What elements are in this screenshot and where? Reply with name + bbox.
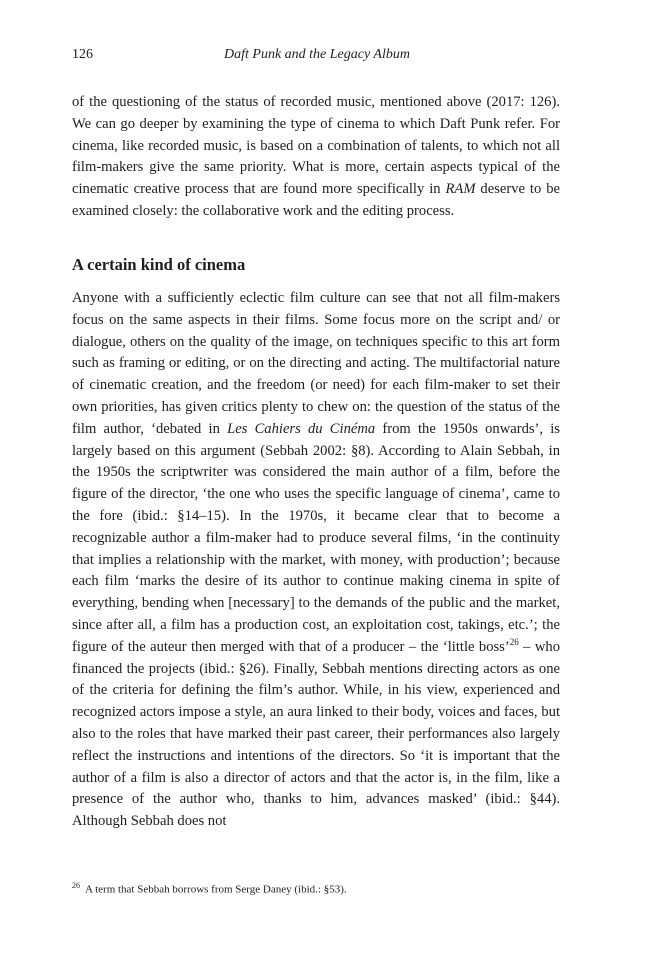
paragraph-text: deserve to be examined closely: the collaborative work and the editing process. [72, 181, 560, 219]
page-number: 126 [72, 47, 93, 62]
footnote [72, 879, 560, 897]
journal-title: Les Cahiers du Cinéma [227, 420, 376, 437]
body-paragraph [72, 92, 560, 223]
section-heading: A certain kind of cinema [72, 255, 246, 274]
page-header [72, 47, 562, 67]
footnote-marker: 26 [72, 881, 80, 890]
album-title: RAM [445, 181, 476, 198]
running-head: Daft Punk and the Legacy Album [224, 47, 410, 62]
footnote-text: A term that Sebbah borrows from Serge Daney (ibid.: §53). [85, 883, 347, 896]
body-paragraph [72, 288, 560, 833]
paragraph-text: of the questioning of the status of recorded music, mentioned above (2017: 126). We can go deeper by examining the type of cinema to which Daft Punk refer. For cinema, like recorded music, is based on a combination of talents, to which not all film-makers give the same priority. What is more, certain aspects typical of the cinematic creative process that are found more specifically in [72, 94, 560, 198]
paragraph-text: from the 1950s onwards’, is largely based on this argument (Sebbah 2002: §8). According to Alain Sebbah, in the 1950s the scriptwriter was considered the main author of a film, before the figure of the director, ‘the one who uses the specific language of cinema’, came to the fore (ibid.: §14–15). In the 1970s, it became clear that to become a recognizable author a film-maker had to produce several films, ‘in the continuity that implies a relationship with the market, with money, with production’; because each film ‘marks the desire of its author to continue making cinema in spite of everything, bending when [necessary] to the demands of the public and the market, since after all, a film has a production cost, an exploitation cost, takings, etc.’; the figure of the auteur then merged with that of a producer – the ‘little boss’ [72, 420, 560, 655]
paragraph-text: – who financed the projects (ibid.: §26). Finally, Sebbah mentions directing actors as one of the criteria for defining the film’s author. While, in his view, experienced and recognized actors impose a style, an aura linked to their body, voices and faces, but also to the roles that have marked their past career, their performances also largely reflect the instructions and intentions of the directors. So ‘it is important that the author of a film is also a director of actors and that the actor is, in the film, like a presence of the author who, thanks to him, advances masked’ (ibid.: §44). Although Sebbah does not [72, 638, 560, 830]
footnote-reference[interactable]: 26 [509, 636, 519, 647]
paragraph-text: Anyone with a sufficiently eclectic film culture can see that not all film-makers focus on the same aspects in their films. Some focus more on the script and/ or dialogue, others on the quality of the image, on techniques specific to this art form such as framing or editing, or on the directing and acting. The multifactorial nature of cinematic creation, and the freedom (or need) for each film-maker to set their own priorities, has given critics plenty to chew on: the question of the status of the film author, ‘debated in [72, 290, 560, 437]
